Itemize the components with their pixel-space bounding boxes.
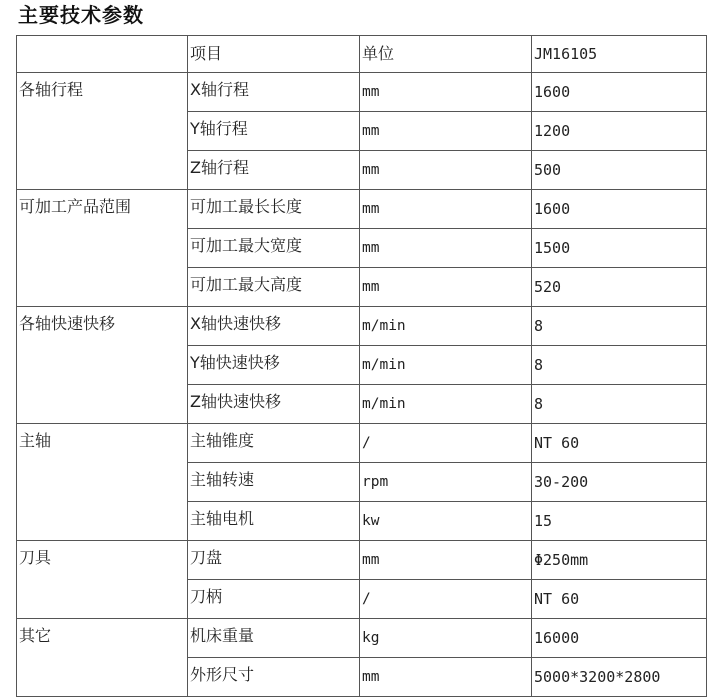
value-cell: 30-200	[532, 463, 707, 502]
spec-table	[16, 35, 707, 697]
item-cell: 主轴转速	[188, 463, 360, 502]
table-row	[17, 541, 707, 580]
item-cell: 外形尺寸	[188, 658, 360, 697]
value-cell: 1600	[532, 190, 707, 229]
table-row	[17, 619, 707, 658]
value-cell: 1500	[532, 229, 707, 268]
value-cell: 8	[532, 307, 707, 346]
header-model: JM16105	[532, 36, 707, 73]
item-cell: 刀盘	[188, 541, 360, 580]
unit-cell: m/min	[360, 307, 532, 346]
item-cell: Y轴行程	[188, 112, 360, 151]
item-cell: 可加工最大高度	[188, 268, 360, 307]
item-cell: 主轴电机	[188, 502, 360, 541]
item-cell: 机床重量	[188, 619, 360, 658]
item-cell: 可加工最长长度	[188, 190, 360, 229]
group-label: 可加工产品范围	[17, 190, 188, 307]
item-cell: Y轴快速快移	[188, 346, 360, 385]
unit-cell: /	[360, 580, 532, 619]
value-cell: 520	[532, 268, 707, 307]
unit-cell: mm	[360, 73, 532, 112]
table-row	[17, 190, 707, 229]
value-cell: 16000	[532, 619, 707, 658]
page-title: 主要技术参数	[18, 3, 144, 27]
group-label: 刀具	[17, 541, 188, 619]
unit-cell: mm	[360, 268, 532, 307]
unit-cell: /	[360, 424, 532, 463]
unit-cell: m/min	[360, 346, 532, 385]
value-cell: Φ250mm	[532, 541, 707, 580]
group-label: 其它	[17, 619, 188, 697]
value-cell: 1200	[532, 112, 707, 151]
value-cell: NT 60	[532, 580, 707, 619]
item-cell: 主轴锥度	[188, 424, 360, 463]
unit-cell: mm	[360, 190, 532, 229]
group-label: 各轴快速快移	[17, 307, 188, 424]
value-cell: 5000*3200*2800	[532, 658, 707, 697]
group-label: 主轴	[17, 424, 188, 541]
item-cell: 刀柄	[188, 580, 360, 619]
unit-cell: kg	[360, 619, 532, 658]
header-category	[17, 36, 188, 73]
table-row	[17, 73, 707, 112]
value-cell: 8	[532, 385, 707, 424]
item-cell: X轴行程	[188, 73, 360, 112]
unit-cell: mm	[360, 151, 532, 190]
value-cell: 500	[532, 151, 707, 190]
table-header-row	[17, 36, 707, 73]
item-cell: 可加工最大宽度	[188, 229, 360, 268]
group-label: 各轴行程	[17, 73, 188, 190]
unit-cell: mm	[360, 541, 532, 580]
value-cell: 1600	[532, 73, 707, 112]
header-item: 项目	[188, 36, 360, 73]
item-cell: X轴快速快移	[188, 307, 360, 346]
value-cell: NT 60	[532, 424, 707, 463]
item-cell: Z轴快速快移	[188, 385, 360, 424]
unit-cell: mm	[360, 229, 532, 268]
header-unit: 单位	[360, 36, 532, 73]
item-cell: Z轴行程	[188, 151, 360, 190]
value-cell: 15	[532, 502, 707, 541]
table-row	[17, 307, 707, 346]
table-row	[17, 424, 707, 463]
unit-cell: mm	[360, 112, 532, 151]
unit-cell: m/min	[360, 385, 532, 424]
value-cell: 8	[532, 346, 707, 385]
unit-cell: kw	[360, 502, 532, 541]
unit-cell: rpm	[360, 463, 532, 502]
unit-cell: mm	[360, 658, 532, 697]
